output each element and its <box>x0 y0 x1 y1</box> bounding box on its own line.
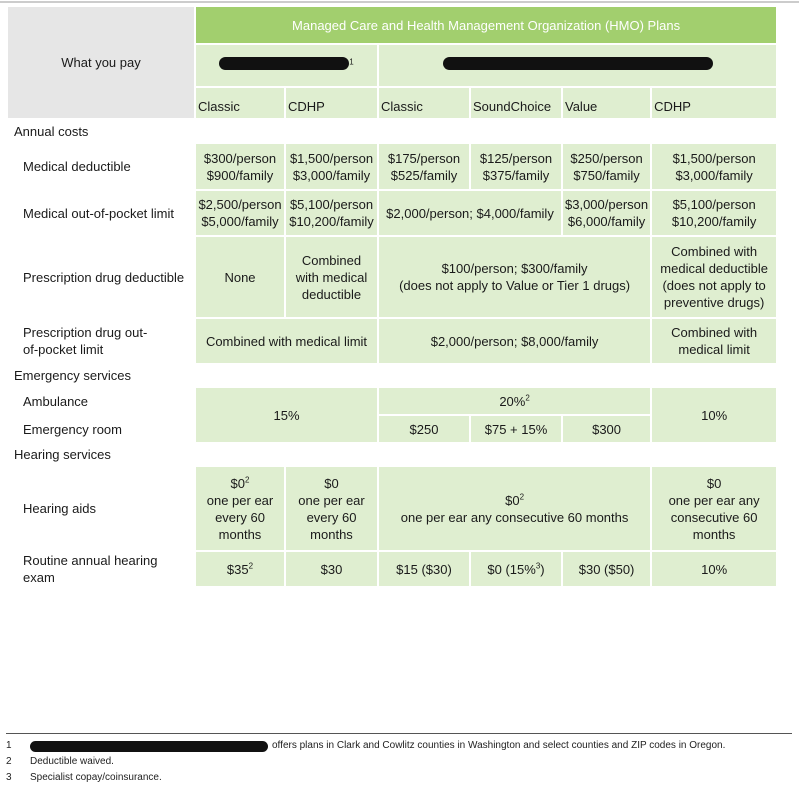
footnote-text: offers plans in Clark and Cowlitz counties in Washington and select counties and ZIP codes in Oregon. <box>272 740 726 751</box>
plan-g1-cdhp: CDHP <box>286 88 377 118</box>
cell-line: one per ear <box>298 492 365 508</box>
table-cell <box>286 237 377 317</box>
cell-line: $250/person <box>570 150 643 166</box>
table-cell <box>379 237 650 317</box>
cell-value: $0 (15% <box>487 561 536 577</box>
cell-value: $35 <box>226 561 249 577</box>
section-hearing-services: Hearing services <box>14 447 111 462</box>
cell-line: $3,000/family <box>675 167 753 183</box>
row-label: Medical out-of-pocket limit <box>23 205 174 221</box>
top-rule <box>0 1 799 3</box>
cell-line: $6,000/family <box>567 214 646 229</box>
row-label: Ambulance <box>23 393 89 409</box>
table-cell: $2,000/person; $4,000/family <box>379 191 561 235</box>
cell-line: $3,000/person <box>565 197 649 212</box>
table-cell: 15% <box>196 388 377 442</box>
table-cell <box>196 191 284 235</box>
table-cell <box>652 319 776 363</box>
cell-line: (does not apply to <box>662 278 766 293</box>
cell-line: $10,200/family <box>289 214 374 229</box>
cell-line: $3,000/family <box>292 167 371 183</box>
cell-line: $5,000/family <box>201 214 279 229</box>
row-label: Routine annual hearing exam <box>23 553 158 585</box>
cell-line: medical limit <box>678 342 750 357</box>
table-cell: $250 <box>379 416 469 442</box>
footnote-ref: 1 <box>349 57 354 67</box>
cell-line: one per ear any consecutive 60 months <box>400 509 629 525</box>
label-line: of-pocket limit <box>23 342 104 357</box>
cell-line: $2,500/person <box>198 197 282 212</box>
table-cell <box>652 191 776 235</box>
table-cell <box>286 467 377 550</box>
table-cell <box>379 467 650 550</box>
cell-line: $300/person <box>203 150 277 166</box>
cell-value: $0 <box>230 475 245 491</box>
footnote-ref: 3 <box>535 561 541 571</box>
table-cell <box>196 552 284 586</box>
table-cell: $30 ($50) <box>563 552 650 586</box>
table-cell <box>196 144 284 189</box>
cell-line: one per ear any <box>668 492 760 508</box>
row-label <box>8 319 194 363</box>
footnote-number: 3 <box>6 772 12 783</box>
table-title: Managed Care and Health Management Organization (HMO) Plans <box>196 7 776 43</box>
table-cell: Combined with medical limit <box>196 319 377 363</box>
cell-value: 20% <box>499 393 526 409</box>
row-label: Medical deductible <box>23 159 131 174</box>
cell-line: preventive drugs) <box>663 295 765 310</box>
footnote-3 <box>6 770 792 786</box>
table-row <box>8 552 776 586</box>
footnote-text: Specialist copay/coinsurance. <box>30 772 162 783</box>
table-cell <box>563 144 650 189</box>
table-cell <box>652 467 776 550</box>
cell-line: (does not apply to Value or Tier 1 drugs) <box>399 278 631 293</box>
section-annual-costs: Annual costs <box>14 123 89 139</box>
footnote-number: 1 <box>6 740 12 751</box>
footnote-text: Deductible waived. <box>30 756 114 767</box>
cell-line: $1,500/person <box>289 150 374 166</box>
cell-line: $375/family <box>482 167 550 183</box>
plan-group-2-name <box>379 45 776 86</box>
cell-line: $750/family <box>573 167 640 183</box>
cell-line: $100/person; $300/family <box>441 261 588 276</box>
table-row <box>8 191 776 235</box>
table-row <box>8 467 776 550</box>
cell-line: consecutive 60 months <box>670 509 758 542</box>
cell-line: months <box>218 526 262 542</box>
cell-line: every 60 <box>306 509 357 525</box>
cell-line: $10,200/family <box>671 214 757 229</box>
cell-line: Combined <box>301 252 362 268</box>
footnotes <box>6 733 792 786</box>
table-cell <box>286 191 377 235</box>
table-cell <box>379 144 469 189</box>
footnote-ref: 2 <box>519 492 525 502</box>
plan-g2-soundchoice: SoundChoice <box>471 88 561 118</box>
table-cell: $75 + 15% <box>471 416 561 442</box>
table-cell <box>652 144 776 189</box>
footnote-2 <box>6 754 792 770</box>
label-line: Prescription drug out- <box>23 325 148 340</box>
plan-group-1-name <box>196 45 377 86</box>
what-you-pay-header: What you pay <box>8 7 194 118</box>
cell-line: $0 <box>324 475 339 491</box>
cell-line: one per ear <box>206 492 274 508</box>
cell-line <box>198 475 282 492</box>
cell-line <box>381 492 648 509</box>
table-cell <box>471 144 561 189</box>
cell-line: deductible <box>301 286 362 302</box>
cell-line: medical deductible <box>660 261 768 276</box>
table-cell: 10% <box>652 552 776 586</box>
row-label: Emergency room <box>23 421 122 437</box>
table-cell: $15 ($30) <box>379 552 469 586</box>
redaction-mark <box>443 57 713 70</box>
cell-line: $5,100/person <box>672 197 756 212</box>
cell-line: Combined with <box>671 325 758 340</box>
plan-g1-classic: Classic <box>196 88 284 118</box>
table-cell: 10% <box>652 388 776 442</box>
table-cell: $30 <box>286 552 377 586</box>
table-cell <box>286 144 377 189</box>
footnote-ref: 2 <box>248 561 254 571</box>
cell-line: $525/family <box>390 167 458 183</box>
cell-line: Combined with <box>671 244 758 259</box>
plan-comparison-table <box>6 5 778 588</box>
cell-value: ) <box>540 561 545 577</box>
footnote-ref: 2 <box>525 393 530 403</box>
cell-line: $900/family <box>206 167 274 183</box>
cell-line: every 60 <box>215 509 265 525</box>
cell-line: with medical <box>295 269 368 285</box>
table-cell <box>196 467 284 550</box>
table-cell <box>563 191 650 235</box>
section-emergency-services: Emergency services <box>14 368 132 383</box>
plan-g2-cdhp: CDHP <box>652 88 776 118</box>
table-cell <box>652 237 776 317</box>
row-label: Hearing aids <box>23 501 96 516</box>
plan-g2-classic: Classic <box>379 88 469 118</box>
table-row <box>8 388 776 414</box>
table-row <box>8 319 776 363</box>
cell-line: $1,500/person <box>672 150 756 166</box>
table-cell <box>379 388 650 414</box>
footnote-ref: 2 <box>245 475 250 485</box>
table-row <box>8 237 776 317</box>
table-cell: $2,000/person; $8,000/family <box>379 319 650 363</box>
footnote-1 <box>6 738 792 754</box>
cell-line: months <box>310 526 353 542</box>
row-label: Prescription drug deductible <box>23 269 185 285</box>
table-cell <box>471 552 561 586</box>
cell-line: $0 <box>706 475 722 491</box>
table-row <box>8 144 776 189</box>
redaction-mark <box>30 741 268 752</box>
cell-line: $175/person <box>387 150 461 166</box>
table-cell: $300 <box>563 416 650 442</box>
cell-value: $0 <box>505 492 520 508</box>
table-cell: None <box>196 237 284 317</box>
cell-line: $125/person <box>479 150 553 166</box>
cell-line: $5,100/person <box>289 197 374 212</box>
footnote-number: 2 <box>6 756 12 767</box>
redaction-mark <box>219 57 349 70</box>
plan-g2-value: Value <box>563 88 650 118</box>
